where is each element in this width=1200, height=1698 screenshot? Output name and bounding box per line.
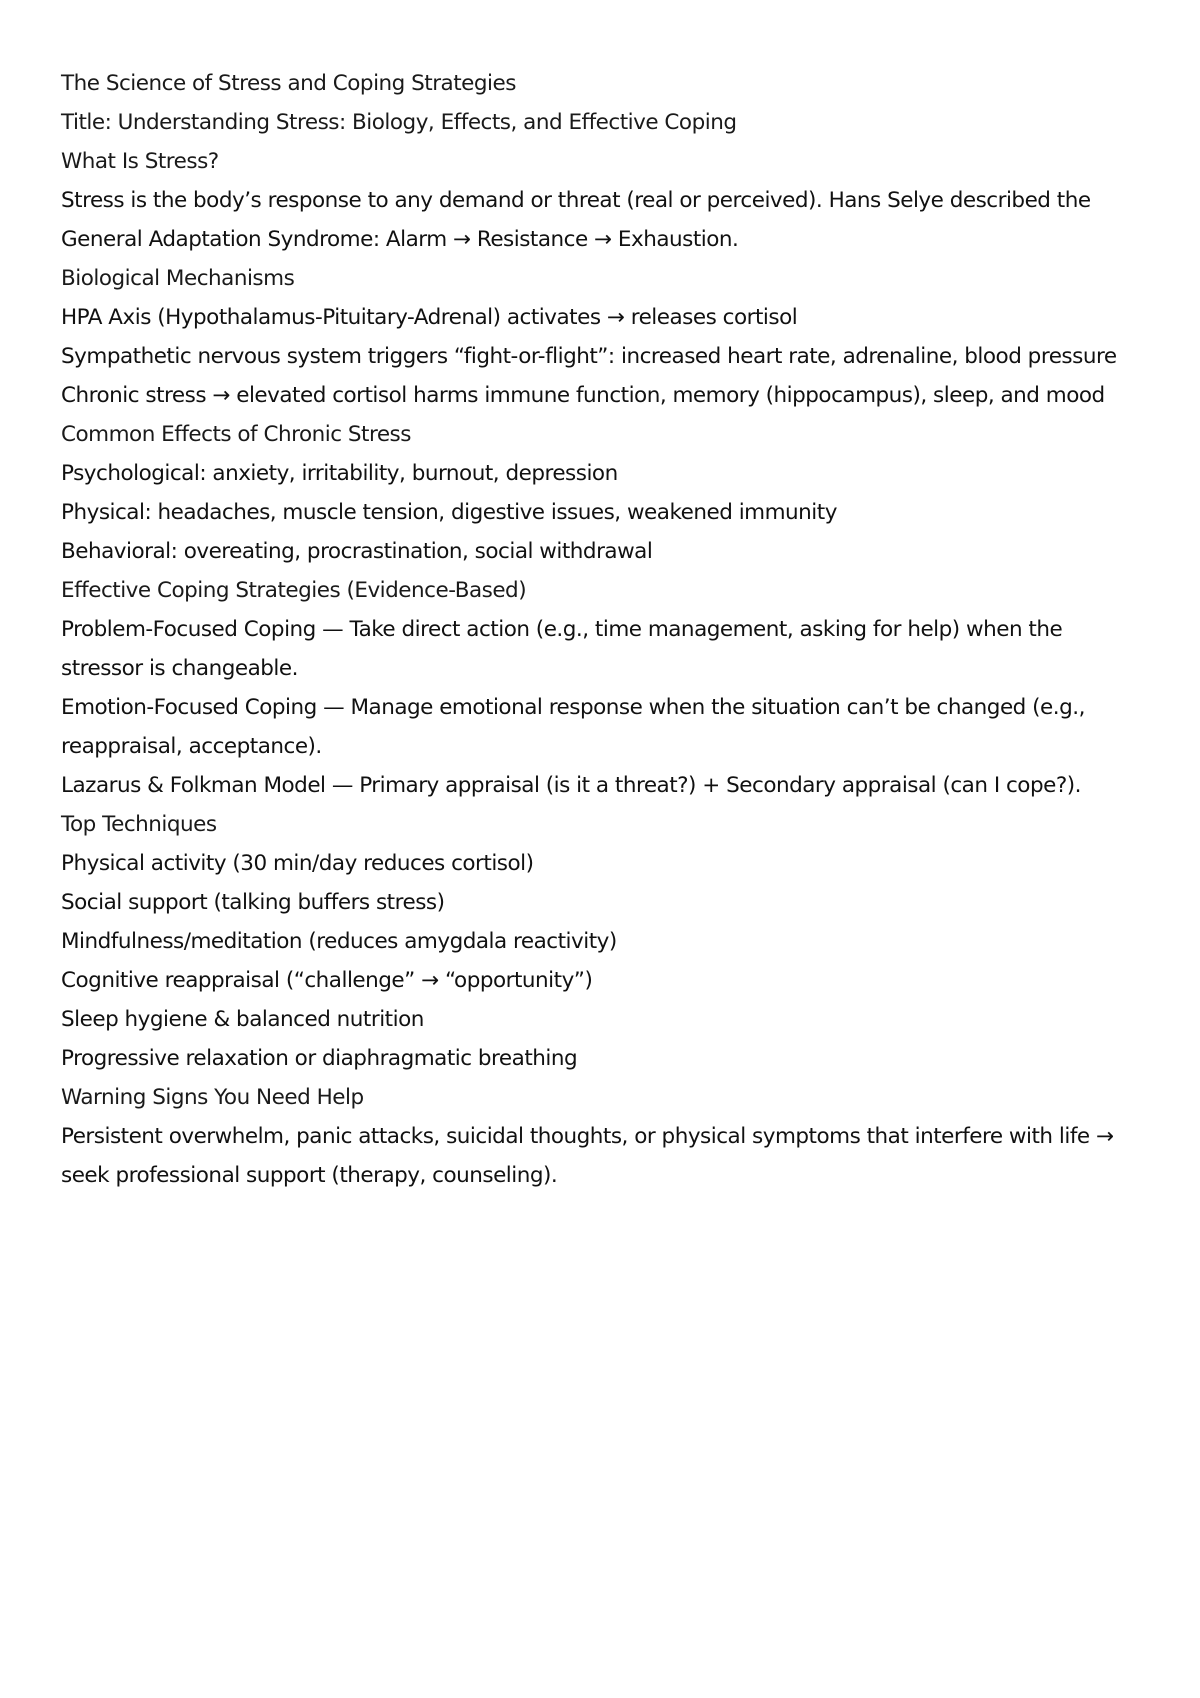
list-item: Sleep hygiene & balanced nutrition: [61, 1007, 424, 1032]
paragraph-line: stressor is changeable.: [61, 656, 298, 681]
section-heading-biological-mechanisms: Biological Mechanisms: [61, 266, 295, 291]
list-item: Mindfulness/meditation (reduces amygdala reactivity): [61, 929, 617, 954]
list-item: Psychological: anxiety, irritability, burnout, depression: [61, 461, 618, 486]
list-item: Progressive relaxation or diaphragmatic breathing: [61, 1046, 578, 1071]
list-item: Sympathetic nervous system triggers “fight-or-flight”: increased heart rate, adrenaline, blood pressure: [61, 344, 1117, 369]
document-page: [61, 64, 1151, 1195]
paragraph-line: seek professional support (therapy, counseling).: [61, 1163, 558, 1188]
section-heading-top-techniques: Top Techniques: [61, 812, 217, 837]
document-title: The Science of Stress and Coping Strategies: [61, 71, 516, 96]
list-item: Physical: headaches, muscle tension, digestive issues, weakened immunity: [61, 500, 837, 525]
section-heading-coping-strategies: Effective Coping Strategies (Evidence-Based): [61, 578, 527, 603]
list-item: Cognitive reappraisal (“challenge” → “opportunity”): [61, 968, 593, 993]
paragraph-line: Stress is the body’s response to any demand or threat (real or perceived). Hans Selye described the: [61, 188, 1091, 213]
section-heading-what-is-stress: What Is Stress?: [61, 149, 219, 174]
paragraph-line: Emotion-Focused Coping — Manage emotional response when the situation can’t be changed (e.g.,: [61, 695, 1085, 720]
paragraph-line: reappraisal, acceptance).: [61, 734, 322, 759]
paragraph-line: Persistent overwhelm, panic attacks, suicidal thoughts, or physical symptoms that interfere with life →: [61, 1124, 1114, 1149]
list-item: Chronic stress → elevated cortisol harms immune function, memory (hippocampus), sleep, and mood: [61, 383, 1105, 408]
list-item: HPA Axis (Hypothalamus-Pituitary-Adrenal) activates → releases cortisol: [61, 305, 798, 330]
section-heading-common-effects: Common Effects of Chronic Stress: [61, 422, 411, 447]
paragraph-line: Problem-Focused Coping — Take direct action (e.g., time management, asking for help) when the: [61, 617, 1063, 642]
list-item: Physical activity (30 min/day reduces cortisol): [61, 851, 534, 876]
list-item: Social support (talking buffers stress): [61, 890, 445, 915]
paragraph-line: General Adaptation Syndrome: Alarm → Resistance → Exhaustion.: [61, 227, 739, 252]
list-item: Behavioral: overeating, procrastination, social withdrawal: [61, 539, 653, 564]
section-heading-warning-signs: Warning Signs You Need Help: [61, 1085, 364, 1110]
document-subtitle: Title: Understanding Stress: Biology, Effects, and Effective Coping: [61, 110, 737, 135]
paragraph-line: Lazarus & Folkman Model — Primary appraisal (is it a threat?) + Secondary appraisal (can I cope?).: [61, 773, 1081, 798]
